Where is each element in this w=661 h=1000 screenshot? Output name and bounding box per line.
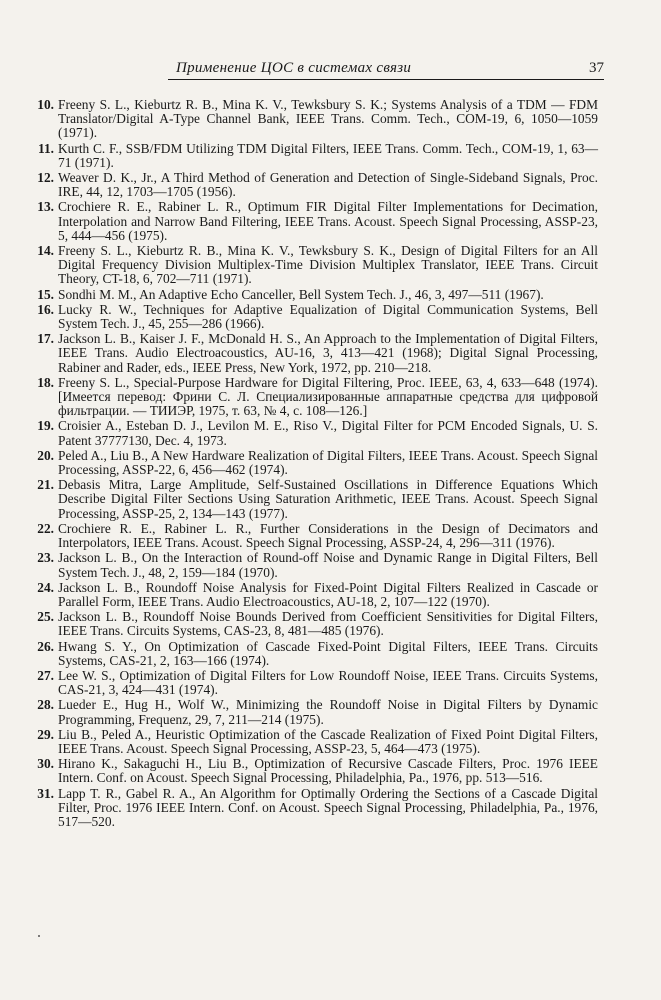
reference-number: 28 . <box>32 698 54 712</box>
reference-number: 26 . <box>32 640 54 654</box>
reference-item <box>36 698 598 726</box>
reference-number: 22 . <box>32 522 54 536</box>
reference-item <box>36 200 598 243</box>
reference-item <box>36 728 598 756</box>
reference-item <box>36 98 598 141</box>
reference-text: Liu B., Peled A., Heuristic Optimization of the Cascade Realization of Fixed Point Digital Filters, IEEE Trans. Acoust. Speech Signal Processing, ASSP-23, 5, 464—473 (1975). <box>58 726 598 756</box>
margin-dot <box>38 935 40 937</box>
reference-item <box>36 610 598 638</box>
reference-number: 25 . <box>32 610 54 624</box>
reference-text: Sondhi M. M., An Adaptive Echo Canceller, Bell System Tech. J., 46, 3, 497—511 (1967). <box>58 286 544 302</box>
reference-text: Freeny S. L., Special-Purpose Hardware for Digital Filtering, Proc. IEEE, 63, 4, 633—648 (1974). [Имеется перевод: Фрини С. Л. Специализированные аппаратные средства для цифровой фильтрации. — ТИИЭР, 1975, т. 63, № 4, с. 108—126.] <box>58 374 598 419</box>
reference-number: 11 . <box>32 142 54 156</box>
reference-number: 24 . <box>32 581 54 595</box>
reference-text: Lucky R. W., Techniques for Adaptive Equalization of Digital Communication Systems, Bell System Tech. J., 45, 255—286 (1966). <box>58 301 598 332</box>
reference-item <box>36 449 598 477</box>
reference-number: 19 . <box>32 419 54 433</box>
reference-number: 23 . <box>32 551 54 565</box>
reference-text: Croisier A., Esteban D. J., Levilon M. E., Riso V., Digital Filter for PCM Encoded Signals, U. S. Patent 37777130, Dec. 4, 1973. <box>58 418 598 448</box>
reference-text: Crochiere R. E., Rabiner L. R., Optimum FIR Digital Filter Implementations for Decimation, Interpolation and Narrow Band Filtering, IEEE Trans. Acoust. Speech Signal Processing, ASSP-23, 5, 444—456 (1975). <box>58 199 598 243</box>
reference-number: 14 . <box>32 244 54 258</box>
reference-item <box>36 376 598 419</box>
reference-text: Freeny S. L., Kieburtz R. B., Mina K. V., Tewksbury S. K.; Systems Analysis of a TDM — FDM Translator/Digital A-Type Channel Bank, IEEE Trans. Comm. Tech., COM-19, 6, 1050—1059 (1971). <box>58 97 598 141</box>
reference-number: 21 . <box>32 478 54 492</box>
reference-number: 27 . <box>32 669 54 683</box>
reference-text: Lueder E., Hug H., Wolf W., Minimizing the Roundoff Noise in Digital Filters by Dynamic Programming, Frequenz, 29, 7, 211—214 (1975). <box>58 697 598 727</box>
reference-item <box>36 332 598 375</box>
reference-text: Debasis Mitra, Large Amplitude, Self-Sustained Oscillations in Difference Equations Which Describe Digital Filter Sections Using Saturation Arithmetic, IEEE Trans. Acoust. Speech Signal Processing, ASSP-25, 2, 134—143 (1977). <box>58 477 598 521</box>
reference-text: Kurth C. F., SSB/FDM Utilizing TDM Digital Filters, IEEE Trans. Comm. Tech., COM-19, 1, 63—71 (1971). <box>58 140 598 170</box>
reference-number: 31 . <box>32 787 54 801</box>
reference-item <box>36 757 598 785</box>
reference-number: 15 . <box>32 288 54 302</box>
reference-item <box>36 581 598 609</box>
reference-number: 17 . <box>32 332 54 346</box>
reference-text: Weaver D. K., Jr., A Third Method of Generation and Detection of Single-Sideband Signals, Proc. IRE, 44, 12, 1703—1705 (1956). <box>58 170 598 200</box>
reference-text: Peled A., Liu B., A New Hardware Realization of Digital Filters, IEEE Trans. Acoust. Speech Signal Processing, ASSP-22, 6, 456—462 (1974). <box>58 447 598 478</box>
reference-number: 29 . <box>32 728 54 742</box>
reference-item <box>36 244 598 287</box>
reference-item <box>36 669 598 697</box>
reference-text: Freeny S. L., Kieburtz R. B., Mina K. V., Tewksbury S. K., Design of Digital Filters for an All Digital Frequency Division Multiplex-Time Division Multiplex Translator, IEEE Trans. Circuit Theory, CT-18, 6, 702—711 (1971). <box>58 243 598 287</box>
reference-text: Lee W. S., Optimization of Digital Filters for Low Roundoff Noise, IEEE Trans. Circuits Systems, CAS-21, 3, 424—431 (1974). <box>58 667 598 698</box>
page-number: 37 <box>589 60 604 76</box>
reference-item <box>36 551 598 579</box>
reference-number: 20 . <box>32 449 54 463</box>
reference-number: 18 . <box>32 376 54 390</box>
reference-item <box>36 171 598 199</box>
reference-item <box>36 288 598 302</box>
reference-number: 30 . <box>32 757 54 771</box>
reference-number: 13 . <box>32 200 54 214</box>
reference-text: Jackson L. B., Roundoff Noise Analysis for Fixed-Point Digital Filters Realized in Cascade or Parallel Form, IEEE Trans. Audio Electroacoustics, AU-18, 2, 107—122 (1970). <box>58 579 598 609</box>
reference-text: Jackson L. B., Roundoff Noise Bounds Derived from Coefficient Sensitivities for Digital Filters, IEEE Trans. Circuits Systems, CAS-23, 8, 481—485 (1976). <box>58 609 598 639</box>
reference-text: Jackson L. B., Kaiser J. F., McDonald H. S., An Approach to the Implementation of Digital Filters, IEEE Trans. Audio Electroacoustics, AU-16, 3, 413—421 (1968); Digital Signal Processing, Rabiner and Rader, eds., IEEE Press, New York, 1972, pp. 210—218. <box>58 331 598 375</box>
reference-item <box>36 478 598 521</box>
reference-number: 12 . <box>32 171 54 185</box>
reference-text: Hwang S. Y., On Optimization of Cascade Fixed-Point Digital Filters, IEEE Trans. Circuits Systems, CAS-21, 2, 163—166 (1974). <box>58 638 598 668</box>
reference-item <box>36 522 598 550</box>
reference-text: Jackson L. B., On the Interaction of Round-off Noise and Dynamic Range in Digital Filters, Bell System Tech. J., 48, 2, 159—184 (1970). <box>58 550 598 580</box>
reference-item <box>36 142 598 170</box>
running-header-title: Применение ЦОС в системах связи <box>176 60 412 76</box>
reference-list <box>36 98 598 830</box>
reference-item <box>36 640 598 668</box>
reference-item <box>36 303 598 331</box>
reference-text: Hirano K., Sakaguchi H., Liu B., Optimization of Recursive Cascade Filters, Proc. 1976 IEEE Intern. Conf. on Acoust. Speech Signal Processing, Philadelphia, Pa., 1976, pp. 513—516. <box>58 756 598 786</box>
reference-item <box>36 419 598 447</box>
reference-number: 16 . <box>32 303 54 317</box>
reference-text: Crochiere R. E., Rabiner L. R., Further Considerations in the Design of Decimators and Interpolators, IEEE Trans. Acoust. Speech Signal Processing, ASSP-24, 4, 296—311 (1976). <box>58 520 598 551</box>
running-header <box>168 58 604 80</box>
header-rule <box>168 79 604 80</box>
reference-text: Lapp T. R., Gabel R. A., An Algorithm for Optimally Ordering the Sections of a Cascade Digital Filter, Proc. 1976 IEEE Intern. Conf. on Acoust. Speech Signal Processing, Philadelphia, Pa., 1976, 517—520. <box>58 785 598 829</box>
reference-number: 10 . <box>32 98 54 112</box>
reference-item <box>36 787 598 830</box>
